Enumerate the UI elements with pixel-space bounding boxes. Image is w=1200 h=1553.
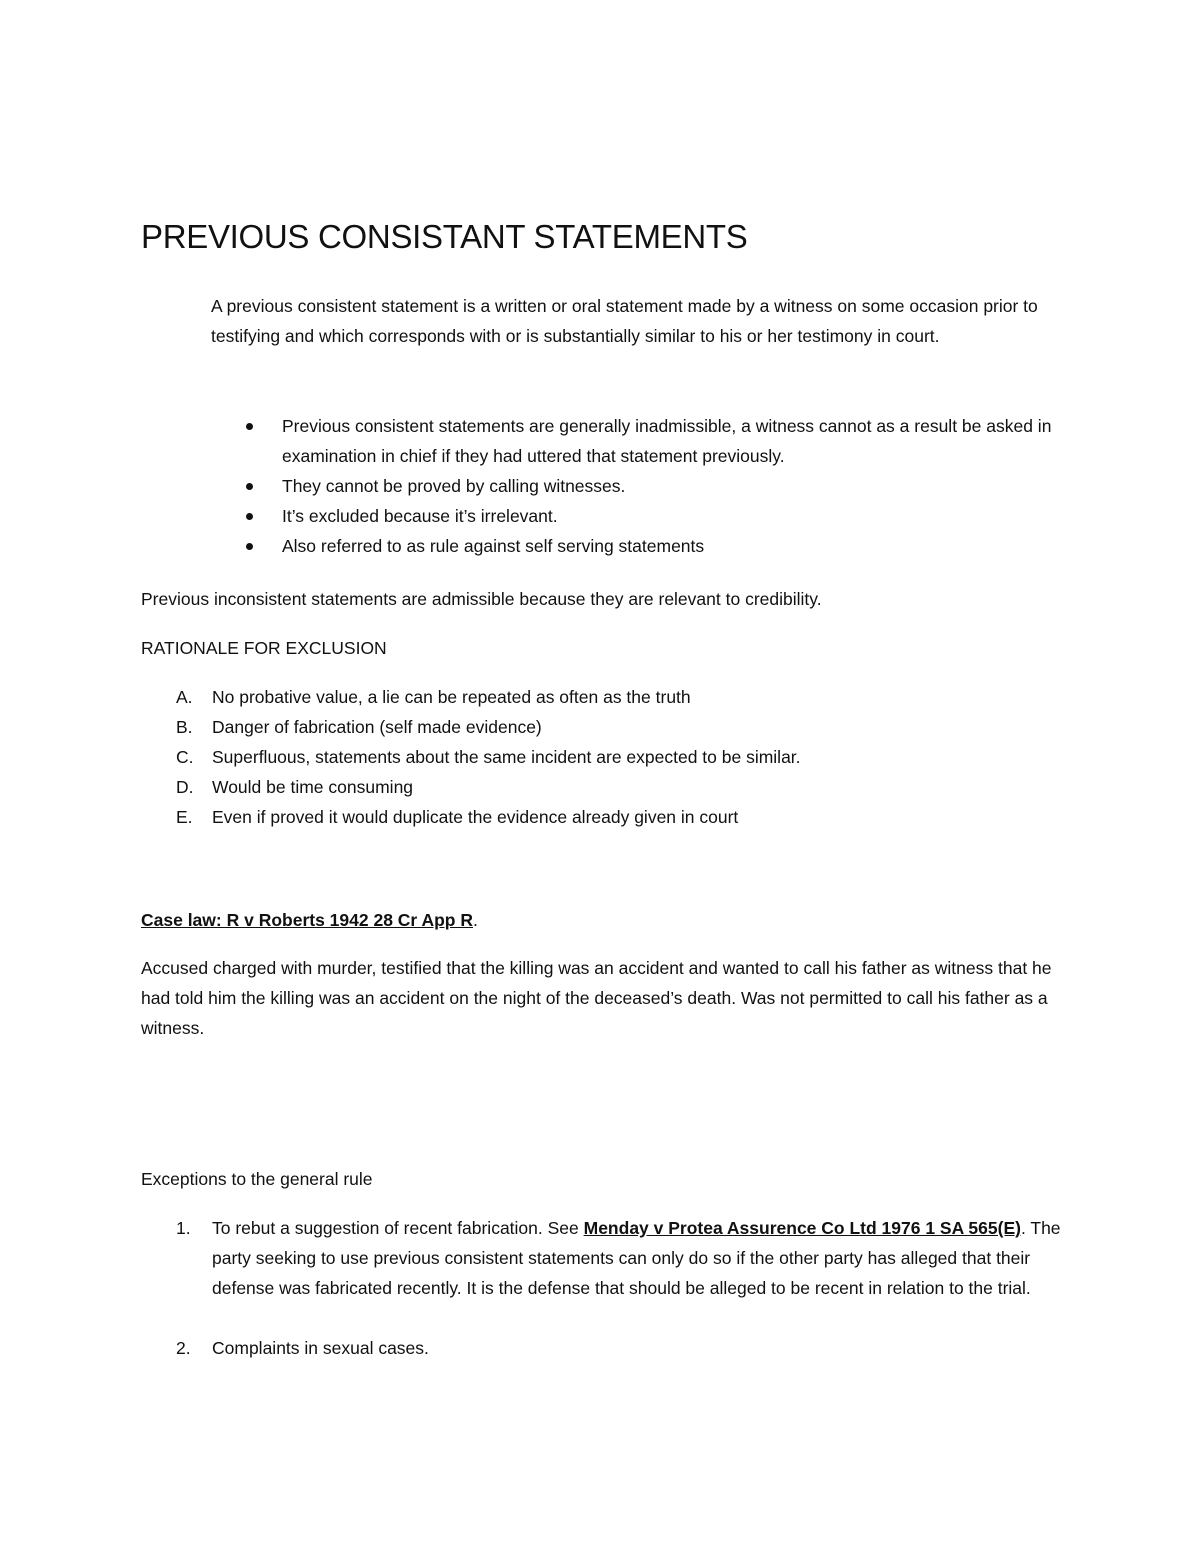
bullet-icon [246,483,253,490]
case-summary-paragraph: Accused charged with murder, testified that the killing was an accident and wanted to call his father as witness that he had told him the killing was an accident on the night of the deceased’s death. Was not permitted to call his father as a witness. [141,958,1052,1038]
rationale-list [141,682,1071,832]
list-item: They cannot be proved by calling witnesses. [211,471,1071,501]
list-item: Previous consistent statements are generally inadmissible, a witness cannot as a result be asked in examination in chief if they had uttered that statement previously. [211,411,1071,471]
list-item: D. Would be time consuming [176,777,414,797]
list-item: B. Danger of fabrication (self made evidence) [176,717,542,737]
list-item: It’s excluded because it’s irrelevant. [211,501,1071,531]
bullet-list [211,411,1071,561]
exceptions-list [141,1213,1071,1363]
list-item: C. Superfluous, statements about the same incident are expected to be similar. [176,747,801,767]
list-item: 1. To rebut a suggestion of recent fabrication. See Menday v Protea Assurence Co Ltd 1976 1 SA 565(E). The party seeking to use previous consistent statements can only do so if the other party has alleged that their defense was fabricated recently. It is the defense that should be alleged to be recent in relation to the trial. [176,1218,1061,1298]
exceptions-heading: Exceptions to the general rule [141,1169,373,1189]
list-item: 2. Complaints in sexual cases. [176,1338,429,1358]
bullet-icon [246,543,253,550]
case-law-heading: Case law: R v Roberts 1942 28 Cr App R. [141,910,478,930]
intro-paragraph: A previous consistent statement is a written or oral statement made by a witness on some occasion prior to testifying and which corresponds with or is substantially similar to his or her testimony in court. [211,296,1038,346]
bullet-icon [246,513,253,520]
list-item: Also referred to as rule against self serving statements [211,531,1071,561]
rationale-heading: RATIONALE FOR EXCLUSION [141,638,387,658]
page-title: PREVIOUS CONSISTANT STATEMENTS [141,218,748,255]
list-item: A. No probative value, a lie can be repeated as often as the truth [176,687,691,707]
inconsistent-paragraph: Previous inconsistent statements are admissible because they are relevant to credibility. [141,589,822,609]
list-item: E. Even if proved it would duplicate the evidence already given in court [176,807,739,827]
bullet-icon [246,423,253,430]
case-citation: Menday v Protea Assurence Co Ltd 1976 1 SA 565(E) [583,1218,1021,1238]
case-law-citation: Case law: R v Roberts 1942 28 Cr App R [141,910,473,930]
